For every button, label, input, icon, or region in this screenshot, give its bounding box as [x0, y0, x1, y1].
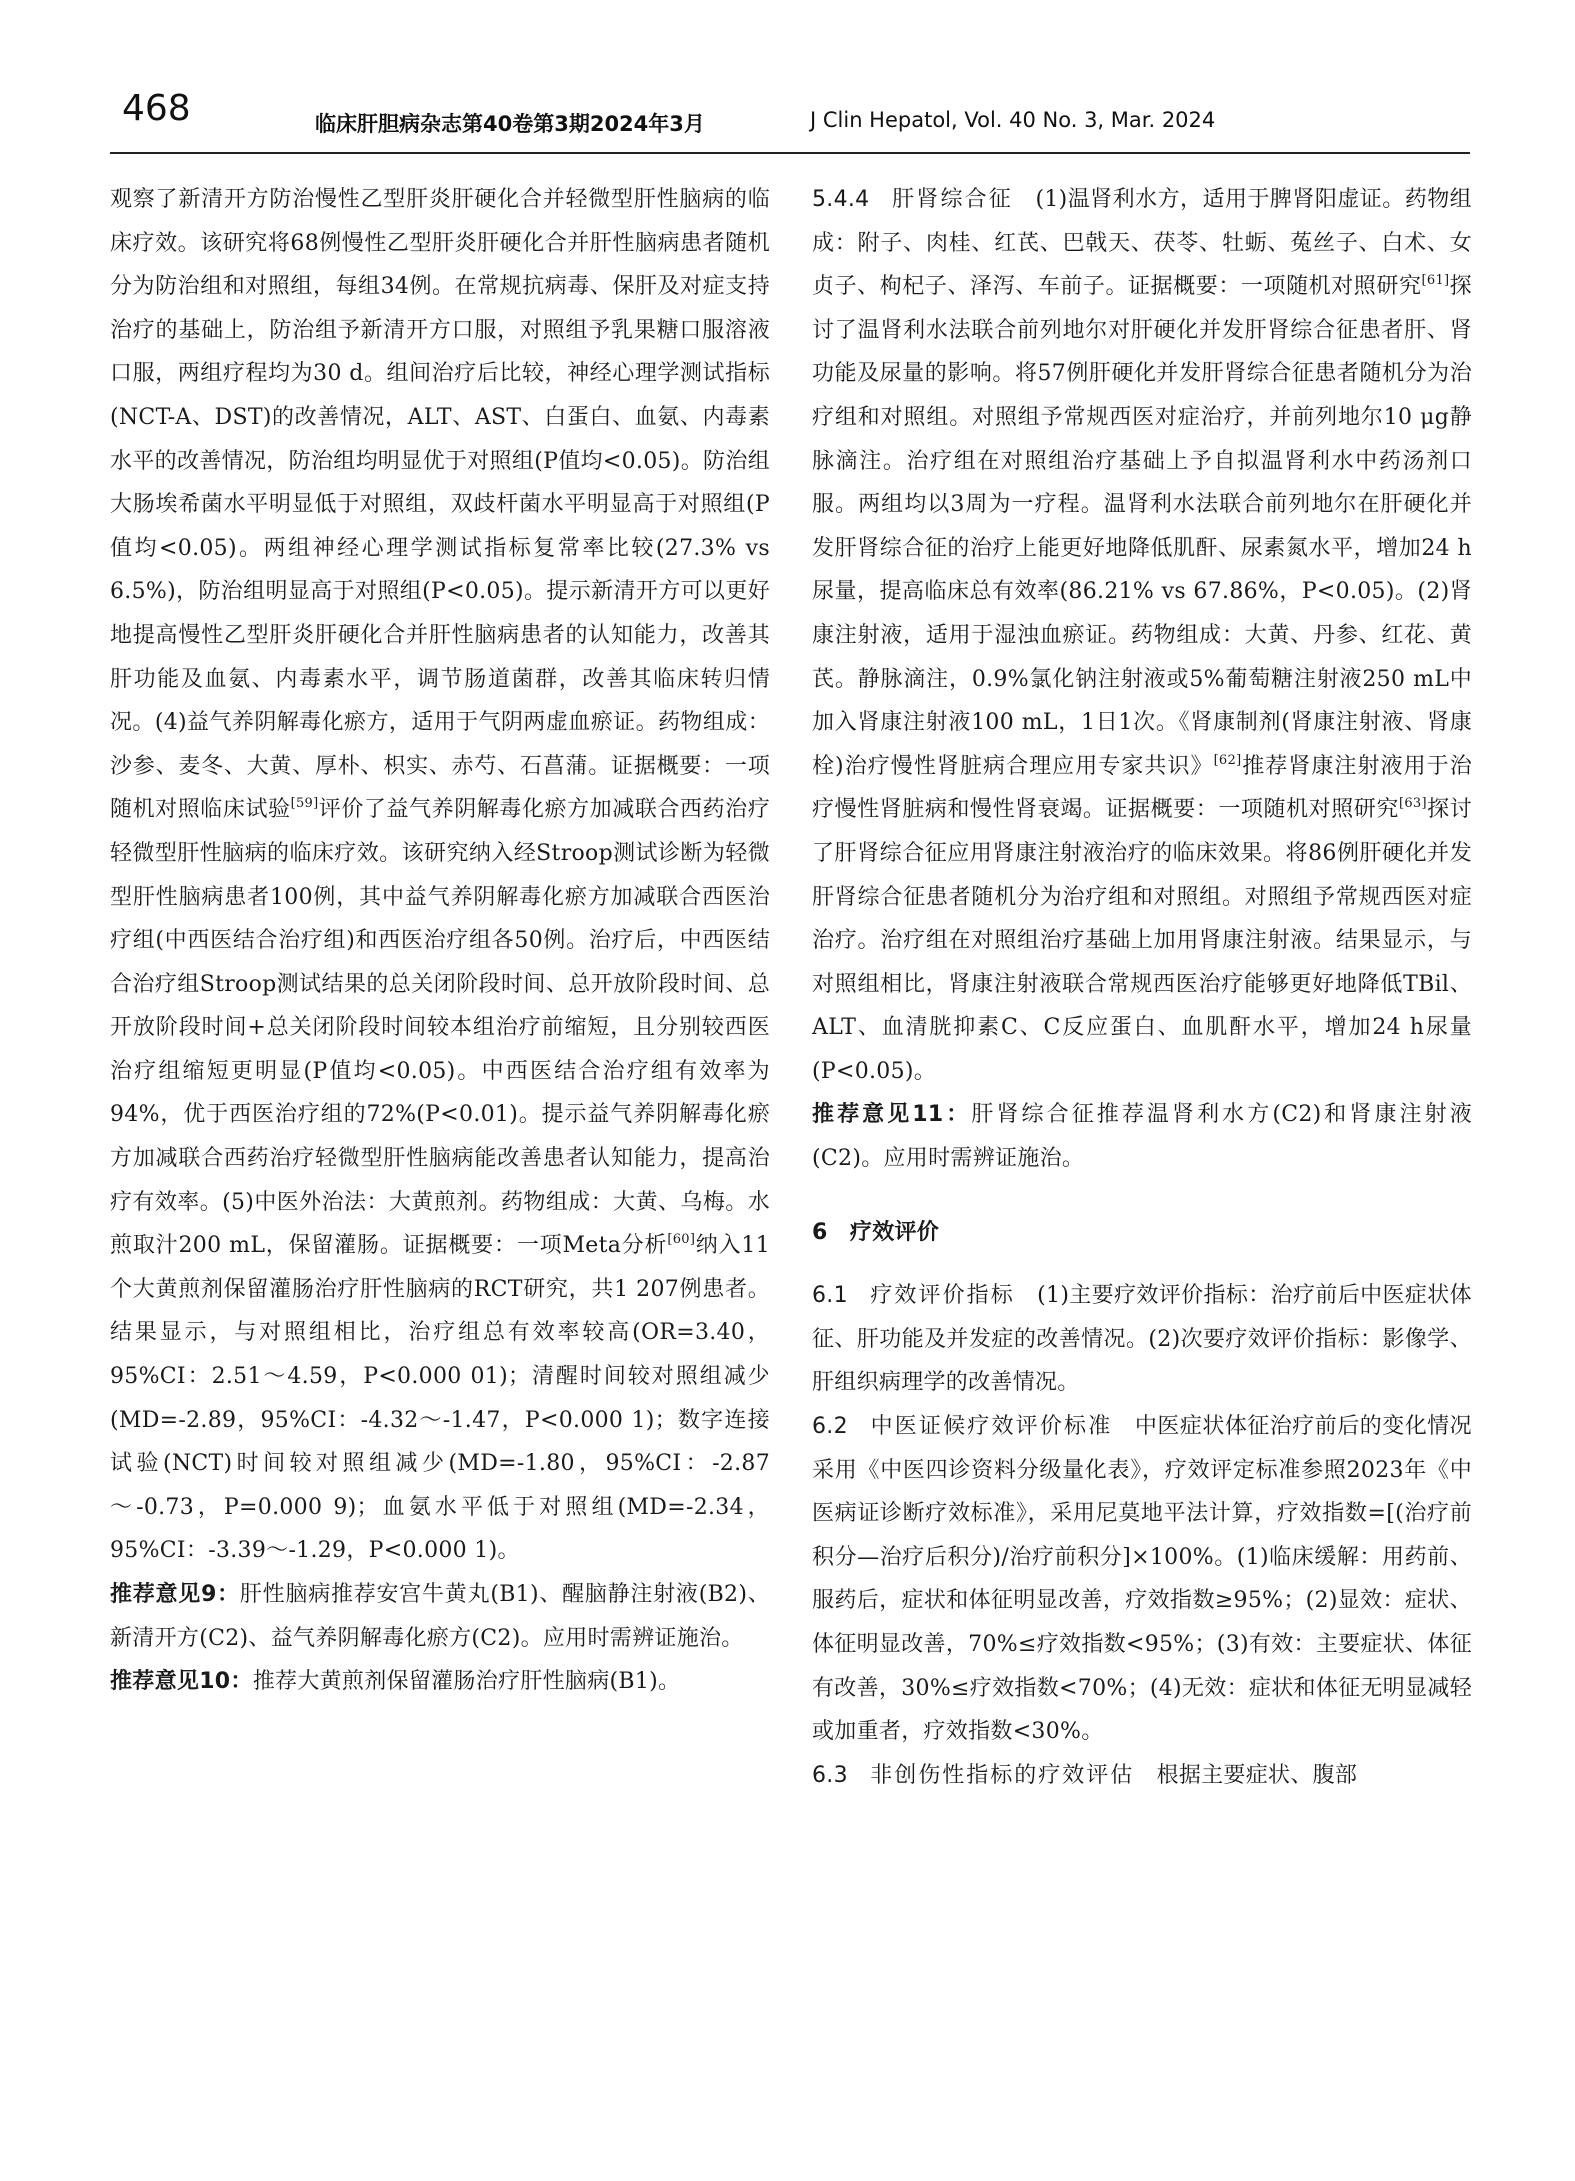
body-text: 探讨了肝肾综合征应用肾康注射液治疗的临床效果。将86例肝硬化并发肝肾综合征患者随机分为治疗组和对照组。对照组予常规西医对症治疗。治疗组在对照组治疗基础上加用肾康注射液。结果显示，与对照组相比，肾康注射液联合常规西医治疗能够更好地降低TBil、ALT、血清胱抑素C、C反应蛋白、血肌酐水平，增加24 h尿量(P<0.05)。	[812, 797, 1472, 1084]
body-text: 根据主要症状、腹部	[1156, 1762, 1358, 1788]
rec-label: 推荐意见10：	[110, 1669, 253, 1695]
section-6-1	[812, 1274, 1472, 1405]
left-column	[110, 178, 770, 1704]
section-number: 6.2	[812, 1414, 848, 1440]
right-column	[812, 178, 1472, 1797]
journal-title-cn: 临床肝胆病杂志第40卷第3期2024年3月	[315, 112, 705, 136]
section-title: 疗效评价指标	[870, 1283, 1015, 1309]
body-text: 观察了新清开方防治慢性乙型肝炎肝硬化合并轻微型肝性脑病的临床疗效。该研究将68例慢性乙型肝炎肝硬化合并肝性脑病患者随机分为防治组和对照组，每组34例。在常规抗病毒、保肝及对症支持治疗的基础上，防治组予新清开方口服，对照组予乳果糖口服溶液口服，两组疗程均为30 d。组间治疗后比较，神经心理学测试指标(NCT-A、DST)的改善情况，ALT、AST、白蛋白、血氨、内毒素水平的改善情况，防治组均明显优于对照组(P值均<0.05)。防治组大肠埃希菌水平明显低于对照组，双歧杆菌水平明显高于对照组(P值均<0.05)。两组神经心理学测试指标复常率比较(27.3% vs 6.5%)，防治组明显高于对照组(P<0.05)。提示新清开方可以更好地提高慢性乙型肝炎肝硬化合并肝性脑病患者的认知能力，改善其肝功能及血氨、内毒素水平，调节肠道菌群，改善其临床转归情况。(4)益气养阴解毒化瘀方，适用于气阴两虚血瘀证。药物组成：沙参、麦冬、大黄、厚朴、枳实、赤芍、石菖蒲。证据概要：一项随机对照临床试验	[110, 187, 770, 823]
body-text: 推荐肾康注射液用于治疗慢性肾脏病和慢性肾衰竭。证据概要：一项随机对照研究	[812, 753, 1472, 823]
citation-63: [63]	[1398, 796, 1427, 812]
body-text: 中医症状体征治疗前后的变化情况采用《中医四诊资料分级量化表》，疗效评定标准参照2023年《中医病证诊断疗效标准》，采用尼莫地平法计算，疗效指数=[(治疗前积分—治疗后积分)/治疗前积分]×100%。(1)临床缓解：用药前、服药后，症状和体征明显改善，疗效指数≥95%；(2)显效：症状、体征明显改善，70%≤疗效指数<95%；(3)有效：主要症状、体征有改善，30%≤疗效指数<70%；(4)无效：症状和体征无明显减轻或加重者，疗效指数<30%。	[812, 1414, 1472, 1745]
recommendation-9	[110, 1573, 770, 1660]
rec-label: 推荐意见11：	[812, 1102, 972, 1128]
recommendation-10	[110, 1660, 770, 1704]
body-paragraph	[110, 178, 770, 1573]
page-number: 468	[122, 88, 191, 129]
citation-59: [59]	[290, 796, 319, 812]
section-title: 非创伤性指标的疗效评估	[870, 1762, 1135, 1788]
citation-60: [60]	[667, 1232, 696, 1248]
section-5-4-4	[812, 178, 1472, 1093]
citation-62: [62]	[1213, 752, 1242, 768]
section-title: 肝肾综合征	[892, 187, 1013, 212]
journal-title-en: J Clin Hepatol, Vol. 40 No. 3, Mar. 2024	[810, 108, 1216, 132]
body-text: (1)温肾利水方，适用于脾肾阳虚证。药物组成：附子、肉桂、红芪、巴戟天、茯苓、牡蛎、菟丝子、白术、女贞子、枸杞子、泽泻、车前子。证据概要：一项随机对照研究	[812, 187, 1472, 300]
rec-text: 肝肾综合征推荐温肾利水方(C2)和肾康注射液(C2)。应用时需辨证施治。	[812, 1102, 1472, 1172]
section-number: 6.3	[812, 1762, 848, 1788]
body-text: 纳入11个大黄煎剂保留灌肠治疗肝性脑病的RCT研究，共1 207例患者。结果显示，与对照组相比，治疗组总有效率较高(OR=3.40，95%CI：2.51～4.59，P<0.000 01)；清醒时间较对照组减少(MD=-2.89，95%CI：-4.32～-1.47，P<0.000 1)；数字连接试验(NCT)时间较对照组减少(MD=-1.80，95%CI：-2.87～-0.73，P=0.000 9)；血氨水平低于对照组(MD=-2.34，95%CI：-3.39～-1.29，P<0.000 1)。	[110, 1233, 770, 1564]
rec-text: 肝性脑病推荐安宫牛黄丸(B1)、醒脑静注射液(B2)、新清开方(C2)、益气养阴解毒化瘀方(C2)。应用时需辨证施治。	[110, 1582, 770, 1651]
citation-61: [61]	[1421, 273, 1450, 289]
body-text: 评价了益气养阴解毒化瘀方加减联合西药治疗轻微型肝性脑病的临床疗效。该研究纳入经Stroop测试诊断为轻微型肝性脑病患者100例，其中益气养阴解毒化瘀方加减联合西医治疗组(中西医结合治疗组)和西医治疗组各50例。治疗后，中西医结合治疗组Stroop测试结果的总关闭阶段时间、总开放阶段时间、总开放阶段时间+总关闭阶段时间较本组治疗前缩短，且分别较西医治疗组缩短更明显(P值均<0.05)。中西医结合治疗组有效率为94%，优于西医治疗组的72%(P<0.01)。提示益气养阴解毒化瘀方加减联合西药治疗轻微型肝性脑病能改善患者认知能力，提高治疗有效率。(5)中医外治法：大黄煎剂。药物组成：大黄、乌梅。水煎取汁200 mL，保留灌肠。证据概要：一项Meta分析	[110, 797, 770, 1259]
recommendation-11	[812, 1093, 1472, 1180]
section-6-2	[812, 1405, 1472, 1754]
section-6-3	[812, 1754, 1472, 1798]
running-header	[110, 88, 1470, 148]
section-number: 5.4.4	[812, 187, 870, 212]
rec-label: 推荐意见9：	[110, 1582, 240, 1607]
section-title: 中医证候疗效评价标准	[870, 1414, 1113, 1440]
section-number: 6.1	[812, 1283, 848, 1309]
header-rule	[110, 152, 1470, 154]
section-6-heading: 6 疗效评价	[812, 1219, 940, 1245]
body-text: (1)主要疗效评价指标：治疗前后中医症状体征、肝功能及并发症的改善情况。(2)次要疗效评价指标：影像学、肝组织病理学的改善情况。	[812, 1283, 1472, 1396]
rec-text: 推荐大黄煎剂保留灌肠治疗肝性脑病(B1)。	[252, 1669, 681, 1695]
body-text: 探讨了温肾利水法联合前列地尔对肝硬化并发肝肾综合征患者肝、肾功能及尿量的影响。将57例肝硬化并发肝肾综合征患者随机分为治疗组和对照组。对照组予常规西医对症治疗，并前列地尔10 μg静脉滴注。治疗组在对照组治疗基础上予自拟温肾利水中药汤剂口服。两组均以3周为一疗程。温肾利水法联合前列地尔在肝硬化并发肝肾综合征的治疗上能更好地降低肌酐、尿素氮水平，增加24 h尿量，提高临床总有效率(86.21% vs 67.86%，P<0.05)。(2)肾康注射液，适用于湿浊血瘀证。药物组成：大黄、丹参、红花、黄芪。静脉滴注，0.9%氯化钠注射液或5%葡萄糖注射液250 mL中加入肾康注射液100 mL，1日1次。《肾康制剂(肾康注射液、肾康栓)治疗慢性肾脏病合理应用专家共识》	[812, 274, 1472, 779]
